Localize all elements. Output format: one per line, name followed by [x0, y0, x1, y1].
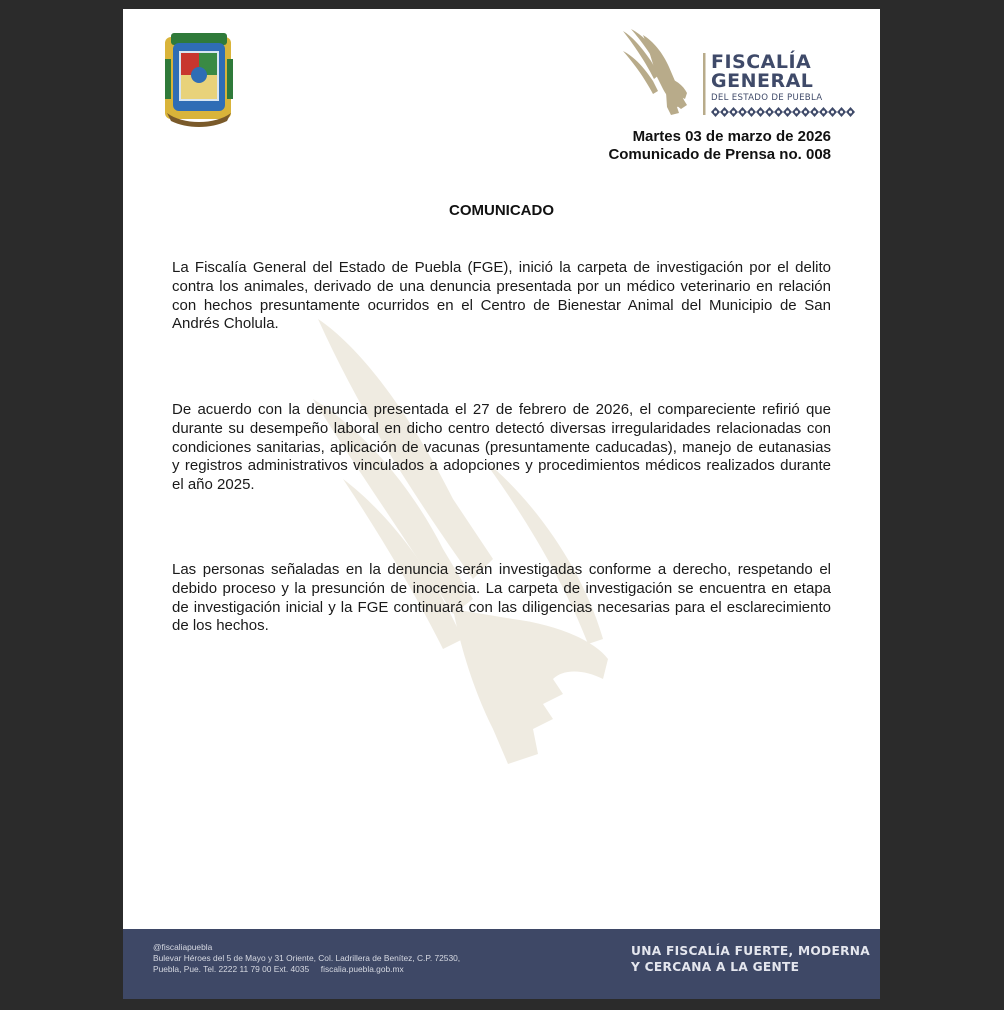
logo-pattern-icon — [711, 107, 855, 117]
paragraph-3: Las personas señaladas en la denuncia serán investigadas conforme a derecho, respetando el debido proceso y la presunción de inocencia. La carpeta de investigación se encuentra en etapa de investigación inicial y la FGE continuará con las diligencias necesarias para el esclarecimiento de los hechos. — [172, 561, 831, 635]
watermark-emblem-icon — [303, 309, 663, 769]
logo-line-fiscalia: FISCALÍA — [711, 51, 812, 73]
date-block — [608, 128, 831, 164]
document-page — [123, 9, 880, 999]
fiscalia-logo-text — [711, 53, 822, 104]
paragraph-1: La Fiscalía General del Estado de Puebla (FGE), inició la carpeta de investigación por el delito contra los animales, derivado de una denuncia presentada por un médico veterinario en relación con hechos presuntamente ocurridos en el Centro de Bienestar Animal del Municipio de San Andrés Cholula. — [172, 259, 831, 333]
footer-address-line-1: Bulevar Héroes del 5 de Mayo y 31 Oriente, Col. Ladrillera de Benítez, C.P. 72530, — [153, 953, 461, 963]
logo-line-general: GENERAL — [711, 70, 814, 92]
document-title: COMUNICADO — [449, 202, 554, 219]
footer-handle: @fiscaliapuebla — [153, 942, 213, 952]
release-date: Martes 03 de marzo de 2026 — [632, 128, 831, 145]
footer-address-line-2: Puebla, Pue. Tel. 2222 11 79 00 Ext. 4035 fiscalia.puebla.gob.mx — [153, 964, 404, 974]
state-seal-icon — [163, 29, 235, 129]
footer-slogan-line-1: UNA FISCALÍA FUERTE, MODERNA — [631, 944, 871, 958]
logo-line-estado: DEL ESTADO DE PUEBLA — [711, 93, 823, 103]
footer-slogan-line-2: Y CERCANA A LA GENTE — [631, 960, 800, 974]
press-release-number: Comunicado de Prensa no. 008 — [608, 146, 831, 163]
paragraph-2: De acuerdo con la denuncia presentada el 27 de febrero de 2026, el compareciente refirió que durante su desempeño laboral en dicho centro detectó diversas irregularidades relacionadas con condiciones sanitarias, aplicación de vacunas (presuntamente caducadas), manejo de eutanasias y registros administrativos vinculados a adopciones y procedimientos médicos realizados durante el año 2025. — [172, 401, 831, 494]
footer-contact — [153, 942, 460, 975]
footer-bar — [123, 929, 880, 999]
footer-slogan — [631, 943, 870, 975]
